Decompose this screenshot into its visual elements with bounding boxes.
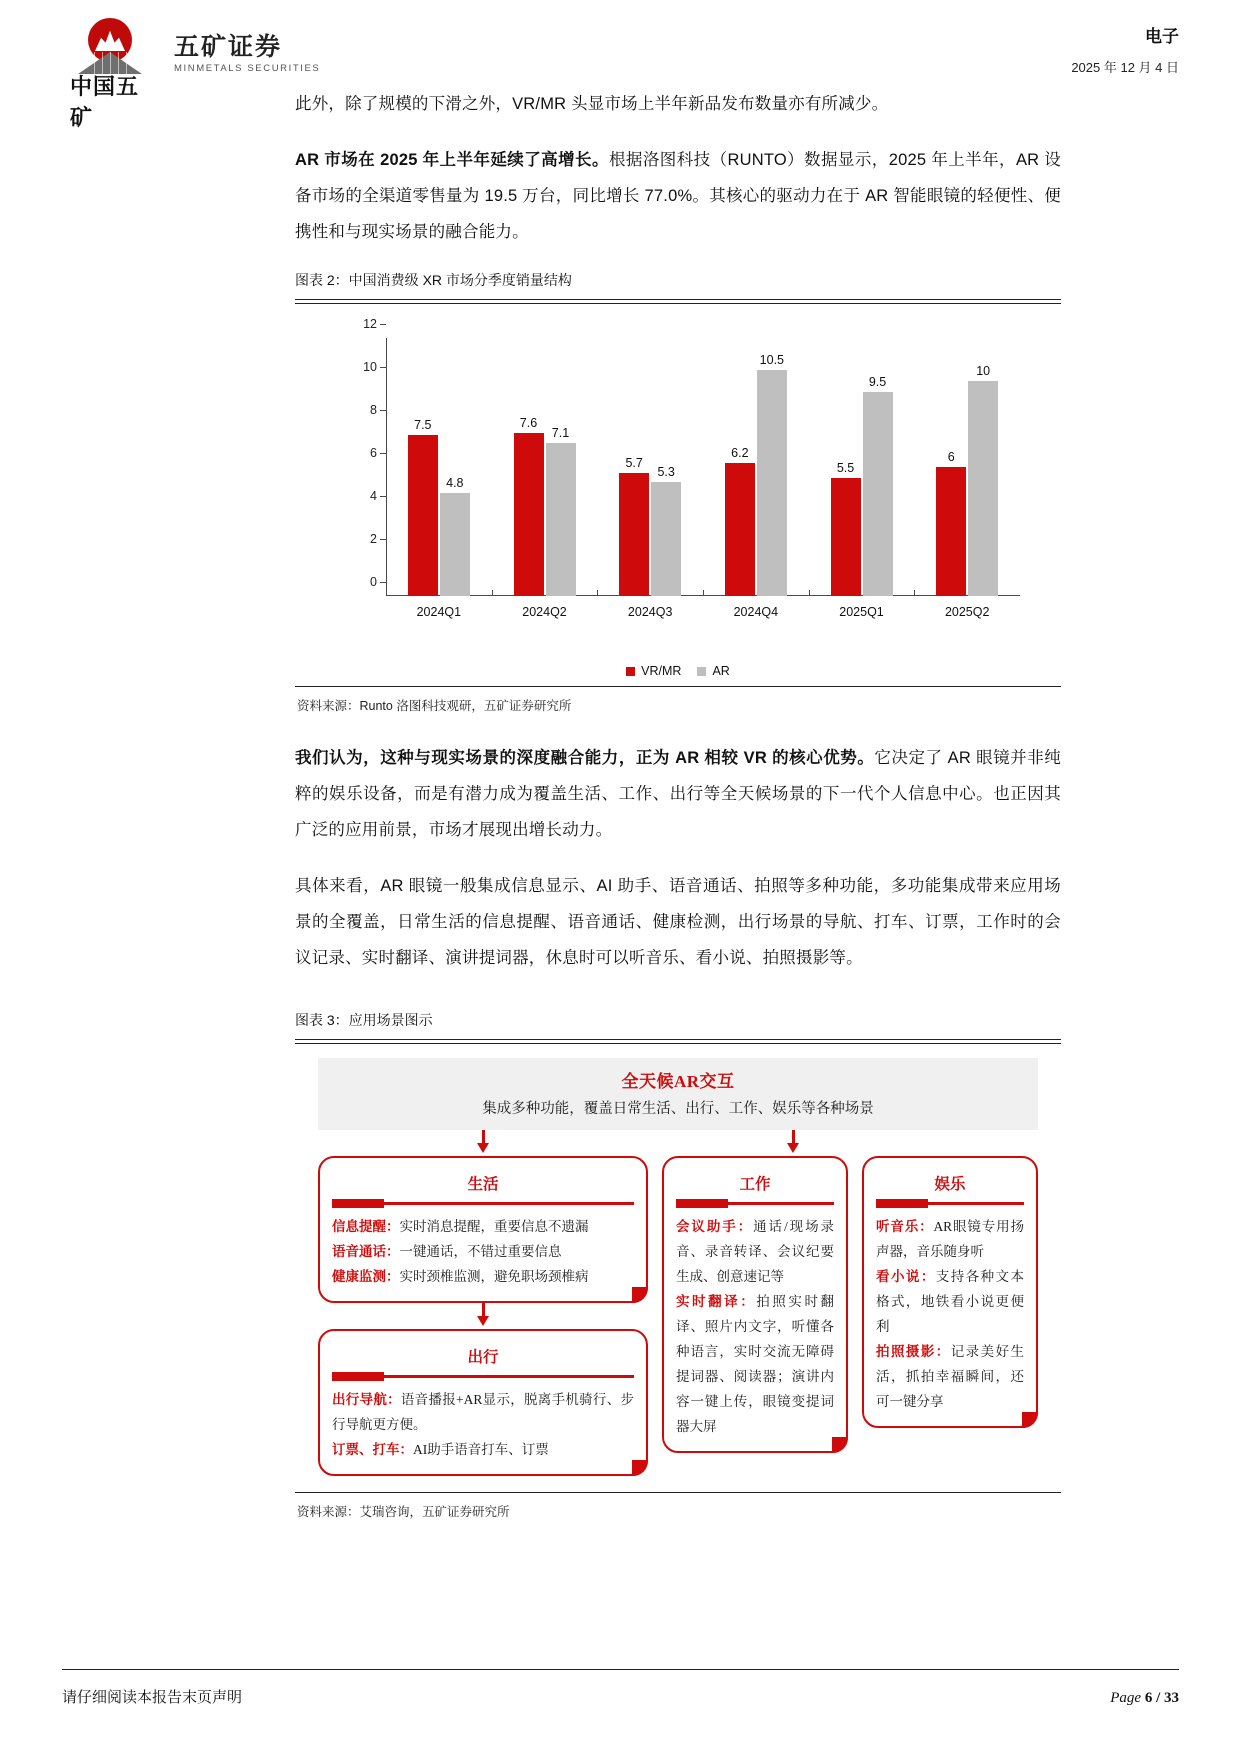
y-tick-label: 12 bbox=[363, 317, 386, 331]
exhibit-2-caption: 图表 2：中国消费级 XR 市场分季度销量结构 bbox=[295, 272, 572, 288]
exhibit-3 bbox=[295, 996, 1061, 1530]
legend-item bbox=[697, 664, 729, 678]
card-item bbox=[876, 1339, 1024, 1414]
card-life-items bbox=[332, 1214, 634, 1289]
bar-value-label: 7.6 bbox=[519, 415, 538, 430]
minmetals-logo-mark bbox=[62, 18, 158, 130]
footer-page bbox=[1110, 1690, 1179, 1707]
card-item-term: 信息提醒： bbox=[332, 1219, 400, 1234]
bar-value-label: 5.7 bbox=[625, 456, 643, 471]
card-item-term: 会议助手： bbox=[676, 1219, 754, 1234]
card-item-desc: AI助手语音打车、订票 bbox=[413, 1442, 549, 1457]
column-life-travel bbox=[318, 1156, 648, 1476]
legend-item bbox=[626, 664, 681, 678]
bar-ar bbox=[651, 465, 681, 596]
card-item-desc: 语音播报+AR显示，脱离手机骑行、步行导航更方便。 bbox=[332, 1392, 634, 1432]
card-work bbox=[662, 1156, 848, 1453]
header-meta bbox=[1071, 22, 1179, 76]
report-date: 2025 年 12 月 4 日 bbox=[1071, 60, 1179, 75]
card-divider bbox=[332, 1202, 634, 1205]
bar-vr-mr bbox=[619, 456, 649, 596]
page-label: Page bbox=[1110, 1690, 1142, 1706]
scenario-diagram bbox=[318, 1044, 1038, 1476]
card-item-term: 实时翻译： bbox=[676, 1294, 757, 1309]
card-item bbox=[876, 1214, 1024, 1264]
card-divider bbox=[332, 1375, 634, 1378]
card-item-desc: AR眼镜专用扬声器，音乐随身听 bbox=[876, 1219, 1024, 1259]
chart-container bbox=[295, 304, 1061, 686]
brand-name-cn: 五矿证券 bbox=[174, 32, 283, 61]
company-logo bbox=[62, 18, 321, 130]
card-item-desc: 实时颈椎监测，避免职场颈椎病 bbox=[399, 1269, 589, 1284]
bar-value-label: 7.5 bbox=[414, 417, 432, 432]
card-item-desc: 支持各种文本格式，地铁看小说更便利 bbox=[876, 1269, 1025, 1334]
page-footer bbox=[62, 1669, 1179, 1707]
card-travel-items bbox=[332, 1387, 634, 1462]
card-item bbox=[876, 1264, 1024, 1339]
banner-arrows bbox=[318, 1130, 1038, 1156]
down-arrow-icon bbox=[786, 1130, 800, 1154]
card-item-term: 语音通话： bbox=[332, 1244, 400, 1259]
bar-value-label: 10 bbox=[976, 364, 991, 378]
y-tick-label: 2 bbox=[370, 532, 386, 546]
y-tick-label: 10 bbox=[363, 360, 386, 374]
bar-value-label: 4.8 bbox=[446, 475, 464, 490]
brand-name-en: MINMETALS SECURITIES bbox=[174, 63, 321, 75]
industry-label: 电子 bbox=[1145, 27, 1179, 46]
exhibit-3-source: 资料来源：艾瑞咨询，五矿证券研究所 bbox=[297, 1505, 510, 1519]
bar-vr-mr bbox=[725, 445, 755, 596]
bar-value-label: 6 bbox=[947, 450, 955, 464]
paragraph-2-lead: AR 市场在 2025 年上半年延续了高增长。 bbox=[295, 151, 609, 169]
card-item-term: 拍照摄影： bbox=[876, 1344, 951, 1359]
card-entertainment-items bbox=[876, 1214, 1024, 1414]
card-work-title: 工作 bbox=[739, 1176, 771, 1193]
card-item bbox=[332, 1264, 634, 1289]
diagram-columns bbox=[318, 1156, 1038, 1476]
card-entertainment-title: 娱乐 bbox=[934, 1176, 966, 1193]
logo-chinese-name: 中国五矿 bbox=[70, 74, 140, 130]
card-item-term: 出行导航： bbox=[332, 1392, 401, 1407]
legend-label: AR bbox=[712, 664, 730, 678]
page-content bbox=[295, 86, 1061, 1530]
card-item-desc: 实时消息提醒，重要信息不遗漏 bbox=[399, 1219, 589, 1234]
card-entertainment bbox=[862, 1156, 1038, 1428]
legend-swatch bbox=[697, 667, 706, 676]
card-item bbox=[676, 1289, 834, 1439]
card-item bbox=[332, 1239, 634, 1264]
bar-group bbox=[703, 338, 809, 619]
x-axis-label: 2025Q2 bbox=[944, 605, 990, 619]
bar-value-label: 5.3 bbox=[657, 465, 675, 480]
bar-value-label: 5.5 bbox=[836, 460, 855, 475]
card-item-desc: 拍照实时翻译、照片内文字，听懂各种语言，实时交流无障碍提词器、阅读器；演讲内容一键上传，眼镜变提词器大屏 bbox=[676, 1294, 835, 1434]
down-arrow-icon bbox=[476, 1130, 490, 1154]
bar-vr-mr bbox=[936, 450, 966, 596]
bar-ar bbox=[863, 374, 893, 596]
exhibit-2 bbox=[295, 270, 1061, 714]
card-item-desc: 通话/现场录音、录音转译、会议纪要生成、创意速记等 bbox=[676, 1219, 834, 1284]
xr-quarterly-bar-chart bbox=[318, 317, 1038, 630]
card-item bbox=[332, 1214, 634, 1239]
y-tick-label: 4 bbox=[370, 489, 386, 503]
card-item bbox=[332, 1437, 634, 1462]
chart-legend bbox=[295, 664, 1061, 678]
x-axis-ticks bbox=[386, 590, 1020, 596]
banner-title: 全天候AR交互 bbox=[621, 1072, 735, 1091]
card-work-items bbox=[676, 1214, 834, 1439]
card-life bbox=[318, 1156, 648, 1303]
bar-value-label: 7.1 bbox=[551, 426, 570, 441]
column-work bbox=[662, 1156, 848, 1453]
diagram-banner bbox=[318, 1058, 1038, 1130]
bar-group bbox=[809, 338, 915, 619]
card-divider bbox=[676, 1202, 834, 1205]
paragraph-2 bbox=[295, 142, 1061, 250]
card-item bbox=[332, 1387, 634, 1437]
bar-ar bbox=[440, 475, 470, 596]
paragraph-3-lead: 我们认为，这种与现实场景的深度融合能力，正为 AR 相较 VR 的核心优势。 bbox=[295, 749, 875, 767]
exhibit-3-caption: 图表 3：应用场景图示 bbox=[295, 1012, 433, 1028]
x-axis-label: 2024Q3 bbox=[627, 605, 673, 619]
life-to-travel-arrow bbox=[318, 1303, 648, 1329]
page-number: 6 / 33 bbox=[1144, 1690, 1179, 1706]
bar-ar bbox=[968, 364, 998, 596]
footer-disclaimer: 请仔细阅读本报告末页声明 bbox=[62, 1689, 243, 1706]
x-axis-label: 2024Q1 bbox=[416, 605, 462, 619]
y-tick-label: 8 bbox=[370, 403, 386, 417]
card-item-term: 健康监测： bbox=[332, 1269, 400, 1284]
bar-groups bbox=[386, 338, 1020, 619]
bar-vr-mr bbox=[831, 460, 861, 596]
bar-vr-mr bbox=[408, 417, 438, 596]
legend-label: VR/MR bbox=[641, 664, 682, 678]
card-life-title: 生活 bbox=[467, 1176, 499, 1193]
bar-ar bbox=[546, 426, 576, 596]
x-axis-label: 2024Q4 bbox=[733, 605, 779, 619]
footer-row bbox=[62, 1670, 1179, 1707]
paragraph-4: 具体来看，AR 眼镜一般集成信息显示、AI 助手、语音通话、拍照等多种功能，多功能集成带来应用场景的全覆盖，日常生活的信息提醒、语音通话、健康检测，出行场景的导航、打车、订票，工作时的会议记录、实时翻译、演讲提词器，休息时可以听音乐、看小说、拍照摄影等。 bbox=[295, 877, 1061, 967]
bar-ar bbox=[757, 353, 787, 596]
y-tick-label: 0 bbox=[370, 575, 386, 589]
bar-value-label: 9.5 bbox=[868, 374, 887, 389]
card-item-term: 听音乐： bbox=[876, 1219, 934, 1234]
banner-subtitle: 集成多种功能，覆盖日常生活、出行、工作、娱乐等各种场景 bbox=[482, 1101, 874, 1117]
bar-group bbox=[914, 338, 1020, 619]
bar-value-label: 10.5 bbox=[759, 353, 785, 368]
bar-group bbox=[597, 338, 703, 619]
down-arrow-icon bbox=[476, 1303, 490, 1327]
card-item bbox=[676, 1214, 834, 1289]
bar-group bbox=[386, 338, 492, 619]
x-axis-label: 2024Q2 bbox=[522, 605, 567, 619]
bar-value-label: 6.2 bbox=[731, 445, 749, 460]
x-axis-label: 2025Q1 bbox=[839, 605, 884, 619]
exhibit-2-source: 资料来源：Runto 洛图科技观研，五矿证券研究所 bbox=[297, 699, 572, 713]
y-tick-label: 6 bbox=[370, 446, 386, 460]
card-item-desc: 一键通话，不错过重要信息 bbox=[399, 1244, 562, 1259]
card-travel bbox=[318, 1329, 648, 1476]
column-entertainment bbox=[862, 1156, 1038, 1428]
brand-text bbox=[174, 34, 320, 75]
card-item-term: 订票、打车： bbox=[332, 1442, 413, 1457]
plot-area bbox=[363, 317, 1020, 619]
card-item-desc: 记录美好生活，抓拍幸福瞬间，还可一键分享 bbox=[876, 1344, 1025, 1409]
paragraph-3 bbox=[295, 740, 1061, 848]
paragraph-1: 此外，除了规模的下滑之外，VR/MR 头显市场上半年新品发布数量亦有所减少。 bbox=[295, 95, 889, 113]
bar-group bbox=[492, 338, 598, 619]
paragraph-3-rest: 它决定了 AR 眼镜并非纯粹的娱乐设备，而是有潜力成为覆盖生活、工作、出行等全天候场景的下一代个人信息中心。也正因其广泛的应用前景，市场才展现出增长动力。 bbox=[295, 749, 1061, 839]
paragraph-2-rest: 根据洛图科技（RUNTO）数据显示，2025 年上半年，AR 设备市场的全渠道零售量为 19.5 万台，同比增长 77.0%。其核心的驱动力在于 AR 智能眼镜的轻便性、便携性和与现实场景的融合能力。 bbox=[295, 151, 1061, 241]
legend-swatch bbox=[626, 667, 635, 676]
card-item-term: 看小说： bbox=[876, 1269, 936, 1284]
card-divider bbox=[876, 1202, 1024, 1205]
card-travel-title: 出行 bbox=[467, 1349, 499, 1366]
bar-vr-mr bbox=[514, 415, 544, 596]
